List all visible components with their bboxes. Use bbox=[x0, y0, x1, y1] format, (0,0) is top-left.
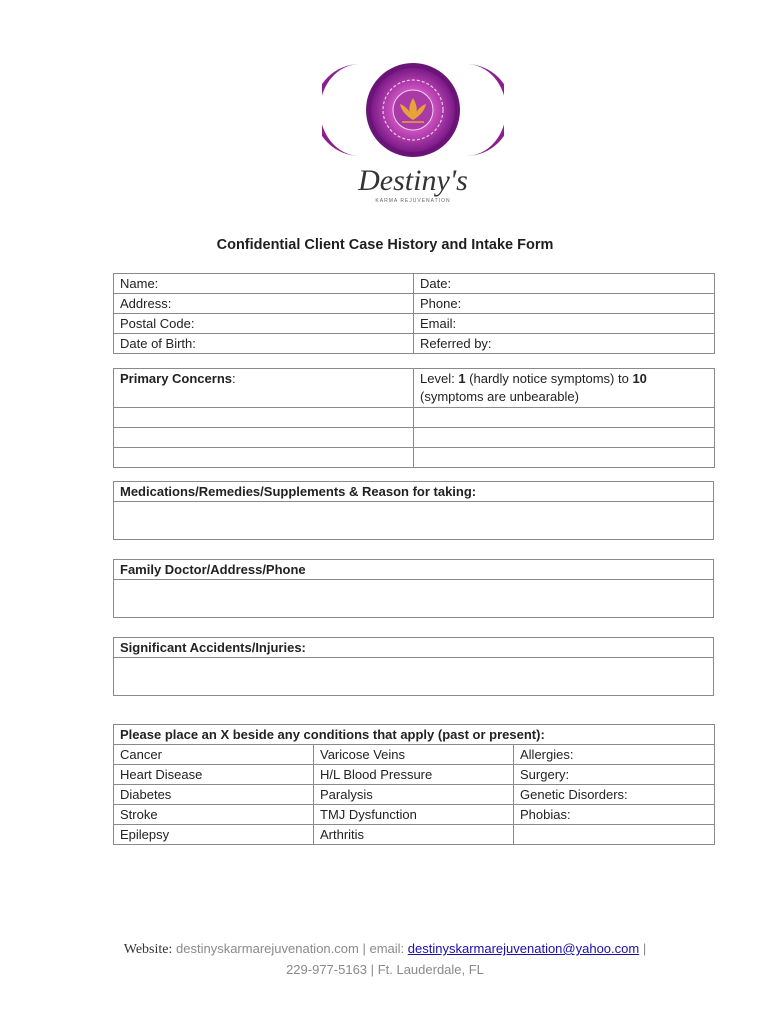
website-link[interactable]: destinyskarmarejuvenation.com bbox=[176, 941, 359, 956]
footer-line-2 bbox=[0, 962, 770, 977]
level-max: 10 bbox=[632, 371, 647, 386]
family-doctor-table bbox=[113, 559, 714, 618]
table-row bbox=[114, 658, 714, 696]
condition-cell[interactable]: Stroke bbox=[114, 805, 314, 825]
condition-cell[interactable]: Varicose Veins bbox=[314, 745, 514, 765]
conditions-table bbox=[113, 724, 715, 845]
date-of-birth-field[interactable]: Date of Birth: bbox=[114, 334, 414, 354]
condition-cell[interactable]: Heart Disease bbox=[114, 765, 314, 785]
medications-input[interactable] bbox=[114, 502, 714, 540]
condition-cell[interactable]: Phobias: bbox=[514, 805, 715, 825]
concern-input[interactable] bbox=[114, 448, 414, 468]
level-min: 1 bbox=[458, 371, 466, 386]
condition-cell[interactable]: Surgery: bbox=[514, 765, 715, 785]
table-row bbox=[114, 745, 715, 765]
table-row bbox=[114, 428, 715, 448]
table-row bbox=[114, 314, 715, 334]
level-scale-header bbox=[414, 369, 715, 408]
condition-cell[interactable]: Genetic Disorders: bbox=[514, 785, 715, 805]
referred-by-field[interactable]: Referred by: bbox=[414, 334, 715, 354]
condition-cell[interactable]: Allergies: bbox=[514, 745, 715, 765]
email-label: email: bbox=[369, 941, 405, 956]
medications-label: Medications/Remedies/Supplements & Reason for taking: bbox=[114, 482, 714, 502]
footer-location: Ft. Lauderdale, FL bbox=[377, 962, 484, 977]
table-row bbox=[114, 560, 714, 580]
footer-separator: | bbox=[362, 941, 366, 956]
family-doctor-input[interactable] bbox=[114, 580, 714, 618]
primary-concerns-colon: : bbox=[232, 371, 236, 386]
table-row bbox=[114, 369, 715, 408]
table-row bbox=[114, 502, 714, 540]
table-row bbox=[114, 334, 715, 354]
concern-input[interactable] bbox=[114, 408, 414, 428]
primary-concerns-label: Primary Concerns bbox=[120, 371, 232, 386]
level-input[interactable] bbox=[414, 428, 715, 448]
table-row bbox=[114, 294, 715, 314]
footer-line-1 bbox=[0, 941, 770, 958]
condition-cell[interactable]: H/L Blood Pressure bbox=[314, 765, 514, 785]
accidents-input[interactable] bbox=[114, 658, 714, 696]
client-info-table bbox=[113, 273, 715, 354]
logo-wordmark: Destiny's bbox=[358, 164, 468, 197]
accidents-label: Significant Accidents/Injuries: bbox=[114, 638, 714, 658]
phone-field[interactable]: Phone: bbox=[414, 294, 715, 314]
medications-table bbox=[113, 481, 714, 540]
postal-code-field[interactable]: Postal Code: bbox=[114, 314, 414, 334]
name-field[interactable]: Name: bbox=[114, 274, 414, 294]
email-field[interactable]: Email: bbox=[414, 314, 715, 334]
condition-cell[interactable]: TMJ Dysfunction bbox=[314, 805, 514, 825]
condition-cell[interactable]: Cancer bbox=[114, 745, 314, 765]
family-doctor-label: Family Doctor/Address/Phone bbox=[114, 560, 714, 580]
condition-cell[interactable]: Diabetes bbox=[114, 785, 314, 805]
primary-concerns-header bbox=[114, 369, 414, 408]
concern-input[interactable] bbox=[114, 428, 414, 448]
condition-cell[interactable] bbox=[514, 825, 715, 845]
condition-cell[interactable]: Arthritis bbox=[314, 825, 514, 845]
primary-concerns-table bbox=[113, 368, 715, 468]
conditions-header: Please place an X beside any conditions that apply (past or present): bbox=[114, 725, 715, 745]
level-input[interactable] bbox=[414, 448, 715, 468]
table-row bbox=[114, 765, 715, 785]
accidents-table bbox=[113, 637, 714, 696]
logo-tagline: KARMA REJUVENATION bbox=[375, 198, 451, 204]
level-input[interactable] bbox=[414, 408, 715, 428]
level-mid: (hardly notice symptoms) to bbox=[465, 371, 633, 386]
level-prefix: Level: bbox=[420, 371, 459, 386]
form-title: Confidential Client Case History and Intake Form bbox=[216, 237, 554, 253]
logo bbox=[322, 60, 504, 210]
table-row bbox=[114, 725, 715, 745]
email-link[interactable]: destinyskarmarejuvenation@yahoo.com bbox=[407, 941, 640, 956]
table-row bbox=[114, 825, 715, 845]
date-field[interactable]: Date: bbox=[414, 274, 715, 294]
condition-cell[interactable]: Epilepsy bbox=[114, 825, 314, 845]
table-row bbox=[114, 785, 715, 805]
website-label: Website: bbox=[123, 942, 173, 957]
table-row bbox=[114, 805, 715, 825]
address-field[interactable]: Address: bbox=[114, 294, 414, 314]
table-row bbox=[114, 408, 715, 428]
level-suffix: (symptoms are unbearable) bbox=[420, 389, 579, 404]
footer-separator: | bbox=[642, 941, 647, 956]
table-row bbox=[114, 274, 715, 294]
table-row bbox=[114, 482, 714, 502]
condition-cell[interactable]: Paralysis bbox=[314, 785, 514, 805]
table-row bbox=[114, 448, 715, 468]
footer-phone: 229-977-5163 bbox=[286, 962, 368, 977]
footer-separator: | bbox=[370, 962, 375, 977]
table-row bbox=[114, 580, 714, 618]
triple-moon-mandala-icon bbox=[322, 60, 504, 210]
table-row bbox=[114, 638, 714, 658]
